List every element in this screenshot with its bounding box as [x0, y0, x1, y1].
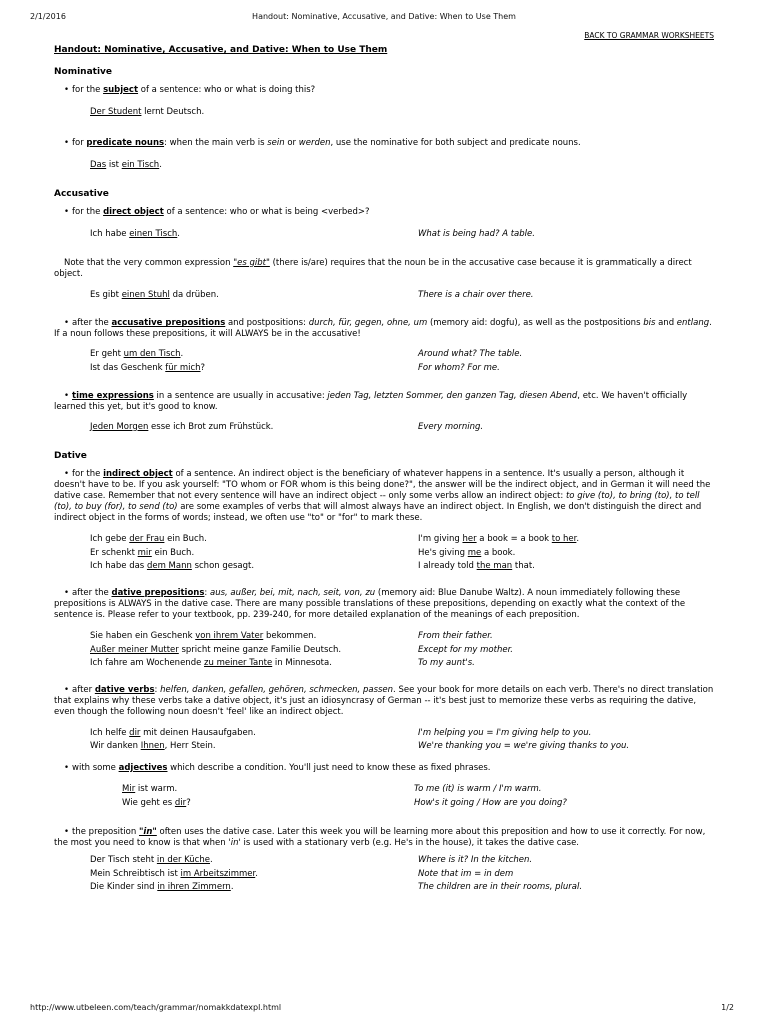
bullet-nominative-predicate: • for predicate nouns: when the main verb is sein or werden, use the nominative for both subject and predicate nouns. [54, 138, 714, 149]
bullet-dative-indirect-object: • for the indirect object of a sentence. An indirect object is the beneficiary of whatever happens in a sentence. It's usually a person, although it doesn't have to be. If you ask yourself: "TO whom or FOR whom is this being done?", the answer will be the indirect object, and in German it will need the dative case. Remember that not every sentence will have an indirect object -- only some verbs allow an indirect object: to give (to), to bring (to), to tell (to), to buy (for), to send (to) are some examples of verbs that will almost always have an indirect object. In English, we don't distinguish the direct and indirect object in the forms of words; instead, we often use "to" or "for" to mark these. [54, 469, 714, 524]
bullet-accusative-prepositions: • after the accusative prepositions and postpositions: durch, für, gegen, ohne, um (memory aid: dogfu), as well as the postpositions bis and entlang. If a noun follows these prepositions, it will ALWAYS be in the accusative! [54, 318, 714, 340]
bullet-dative-verbs: • after dative verbs: helfen, danken, gefallen, gehören, schmecken, passen. See your book for more details on each verb. There's no direct translation that explains why these verbs take a dative object, it's just an idiosyncrasy of German -- it's best just to memorize these verbs as requiring the dative, even though the following noun doesn't 'feel' like an indirect object. [54, 685, 714, 718]
example-row: Die Kinder sind in ihren Zimmern. The children are in their rooms, plural. [90, 882, 583, 893]
print-date: 2/1/2016 [30, 12, 66, 21]
section-heading-accusative: Accusative [54, 189, 109, 200]
note-es-gibt: Note that the very common expression "es gibt" (there is/are) requires that the noun be in the accusative case because it is grammatically a direct object. [54, 257, 692, 279]
example-row: Ist das Geschenk für mich? For whom? For me. [90, 362, 500, 373]
example-row: Ich habe einen Tisch. What is being had? A table. [90, 229, 535, 240]
bullet-accusative-direct-object: • for the direct object of a sentence: who or what is being <verbed>? [54, 207, 714, 218]
example-row: Jeden Morgen esse ich Brot zum Frühstück. Every morning. [90, 421, 484, 432]
bullet-preposition-in: • the preposition "in" often uses the dative case. Later this week you will be learning more about this preposition and how to use it correctly. For now, the most you need to know is that when 'in' is used with a stationary verb (e.g. He's in the house), it takes the dative case. [54, 827, 714, 849]
example-row: Er geht um den Tisch. Around what? The table. [90, 349, 523, 360]
example-row: Das ist ein Tisch. [90, 159, 162, 170]
example-row: Sie haben ein Geschenk von ihrem Vater bekommen. From their father. [90, 630, 493, 641]
handout-content [54, 45, 714, 896]
example-row: Wir danken Ihnen, Herr Stein. We're thanking you = we're giving thanks to you. [90, 741, 630, 752]
example-row: Ich helfe dir mit deinen Hausaufgaben. I'm helping you = I'm giving help to you. [90, 727, 592, 738]
bullet-time-expressions: • time expressions in a sentence are usually in accusative: jeden Tag, letzten Sommer, den ganzen Tag, diesen Abend, etc. We haven't officially learned this yet, but it's good to know. [54, 391, 714, 413]
bullet-dative-prepositions: • after the dative prepositions: aus, außer, bei, mit, nach, seit, von, zu (memory aid: Blue Danube Waltz). A noun immediately following these prepositions is ALWAYS in the dative case. There are many possible translations of these prepositions, depending on exactly what the context of the sentence is. Please refer to your textbook, pp. 239-240, for more detailed explanation of the meanings of each preposition. [54, 588, 714, 621]
example-row: Ich gebe der Frau ein Buch. I'm giving her a book = a book to her. [90, 534, 580, 545]
bullet-nominative-subject: • for the subject of a sentence: who or what is doing this? [54, 85, 714, 96]
print-url: http://www.utbeleen.com/teach/grammar/nomakkdatexpl.html [30, 1003, 282, 1012]
section-heading-dative: Dative [54, 451, 87, 462]
example-row: Außer meiner Mutter spricht meine ganze Familie Deutsch. Except for my mother. [90, 644, 513, 655]
example-row: Ich fahre am Wochenende zu meiner Tante in Minnesota. To my aunt's. [90, 658, 475, 669]
section-heading-nominative: Nominative [54, 67, 113, 77]
example-row: Der Tisch steht in der Küche. Where is it? In the kitchen. [90, 855, 533, 866]
example-row: Ich habe das dem Mann schon gesagt. I already told the man that. [90, 561, 535, 572]
example-row: Wie geht es dir? How's it going / How are you doing? [122, 797, 567, 808]
example-row: Mein Schreibtisch ist im Arbeitszimmer. Note that im = in dem [90, 868, 514, 879]
example-row: Er schenkt mir ein Buch. He's giving me a book. [90, 547, 516, 558]
example-row: Mir ist warm. To me (it) is warm / I'm warm. [122, 783, 542, 794]
back-to-worksheets-link[interactable]: BACK TO GRAMMAR WORKSHEETS [584, 31, 714, 40]
example-row: Es gibt einen Stuhl da drüben. There is a chair over there. [90, 289, 534, 300]
example-row: Der Student lernt Deutsch. [90, 107, 205, 117]
print-page-number: 1/2 [721, 1003, 734, 1012]
handout-title: Handout: Nominative, Accusative, and Dative: When to Use Them [54, 45, 388, 55]
bullet-dative-adjectives: • with some adjectives which describe a condition. You'll just need to know these as fixed phrases. [54, 763, 714, 774]
print-title: Handout: Nominative, Accusative, and Dative: When to Use Them [252, 12, 516, 21]
